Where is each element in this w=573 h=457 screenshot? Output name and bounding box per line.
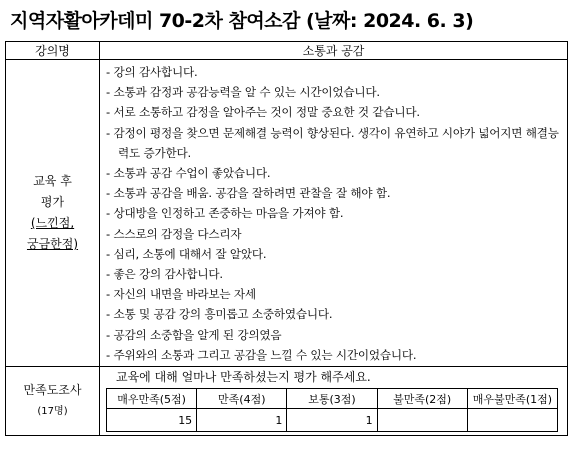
list-item: - 공감의 소중함을 알게 된 강의였음: [106, 327, 282, 342]
list-item: - 좋은 강의 감사합니다.: [106, 267, 223, 282]
sat-col-very-satisfied: 매우만족(5점): [107, 389, 197, 409]
sat-val-very-satisfied: 15: [107, 409, 197, 432]
feedback-table: [5, 41, 568, 436]
sat-val-very-dissatisfied: [467, 409, 557, 432]
page-title: 지역자활아카데미 70-2차 참여소감 (날짜: 2024. 6. 3): [10, 10, 474, 32]
list-item: - 강의 감사합니다.: [106, 65, 198, 79]
header-lecture-name: 강의명: [6, 42, 100, 60]
evaluation-label-line2: 평가: [40, 195, 65, 210]
list-item: - 스스로의 감정을 다스리자: [106, 226, 242, 241]
satisfaction-value-row: [107, 409, 558, 432]
evaluation-label: [6, 60, 100, 367]
sat-val-neutral: 1: [287, 409, 377, 432]
list-item: - 주위와의 소통과 그리고 공감을 느낄 수 있는 시간이었습니다.: [106, 347, 417, 362]
evaluation-content: [100, 60, 568, 367]
satisfaction-row: [6, 367, 568, 436]
sat-val-satisfied: 1: [197, 409, 287, 432]
satisfaction-label: 만족도조사: [23, 383, 82, 398]
list-item: - 소통 및 공감 강의 흥미롭고 소중하였습니다.: [106, 307, 333, 322]
sat-col-neutral: 보통(3점): [287, 389, 377, 409]
satisfaction-question: 교육에 대해 얼마나 만족하셨는지 평가 해주세요.: [116, 370, 371, 385]
list-item: - 소통과 감정과 공감능력을 알 수 있는 시간이었습니다.: [106, 85, 380, 100]
list-item: - 서로 소통하고 감정을 알아주는 것이 정말 중요한 것 같습니다.: [106, 105, 420, 120]
list-item: - 감정이 평정을 찾으면 문제해결 능력이 향상된다. 생각이 유연하고 시야가 넓어지면 해결능력도 증가한다.: [106, 125, 559, 160]
header-row: [6, 42, 568, 60]
sat-col-dissatisfied: 불만족(2점): [377, 389, 467, 409]
sat-val-dissatisfied: [377, 409, 467, 432]
evaluation-row: [6, 60, 568, 367]
evaluation-label-line1: 교육 후: [33, 174, 72, 189]
list-item: - 소통과 공감 수업이 좋았습니다.: [106, 166, 271, 181]
evaluation-label-line3: (느낀점,: [30, 216, 75, 231]
satisfaction-count: (17명): [37, 406, 68, 418]
list-item: - 심리, 소통에 대해서 잘 알았다.: [106, 246, 267, 261]
list-item: - 상대방을 인정하고 존중하는 마음을 가져야 함.: [106, 206, 344, 221]
feedback-list: [100, 60, 567, 366]
sat-col-satisfied: 만족(4점): [197, 389, 287, 409]
header-lecture-title: 소통과 공감: [100, 42, 568, 60]
evaluation-label-line4: 궁금한점): [26, 237, 79, 252]
satisfaction-table: [106, 388, 558, 432]
satisfaction-content: [100, 367, 568, 436]
sat-col-very-dissatisfied: 매우불만족(1점): [467, 389, 557, 409]
list-item: - 자신의 내면을 바라보는 자세: [106, 287, 256, 302]
satisfaction-label-cell: [6, 367, 100, 436]
satisfaction-header-row: [107, 389, 558, 409]
list-item: - 소통과 공감을 배움. 공감을 잘하려면 관찰을 잘 해야 함.: [106, 186, 391, 201]
